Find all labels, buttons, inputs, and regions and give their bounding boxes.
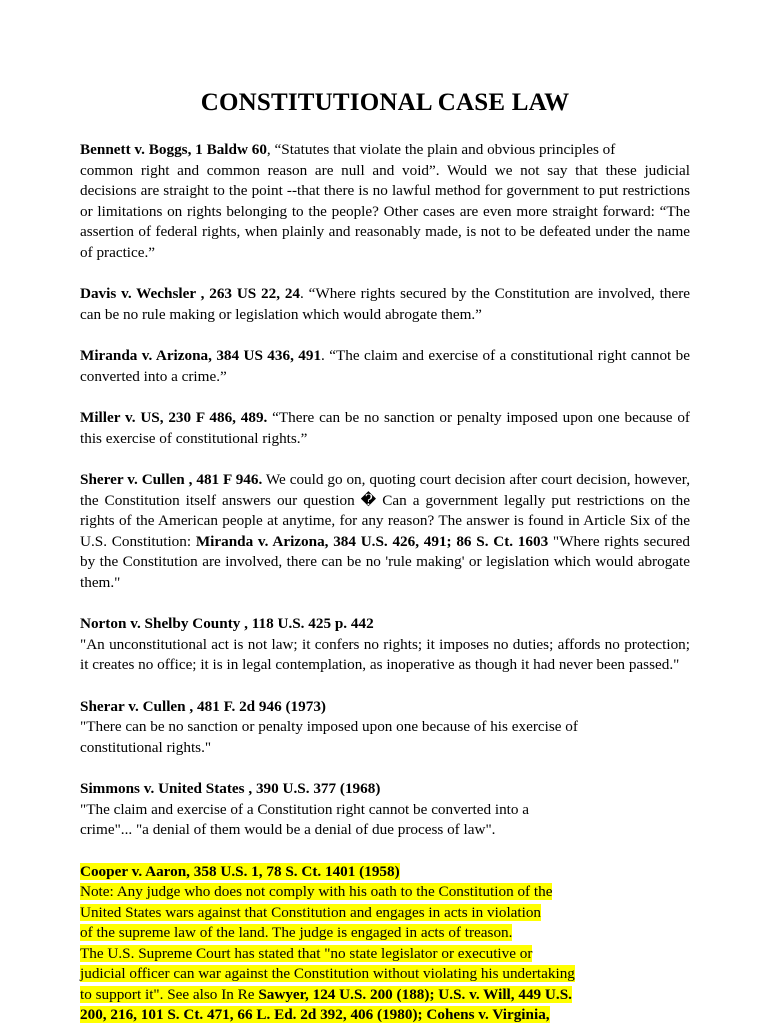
case-entry-simmons bbox=[80, 779, 690, 841]
highlighted-citation: Sawyer, 124 U.S. 200 (188); U.S. v. Will, 449 U.S. bbox=[258, 985, 572, 1003]
document-title: CONSTITUTIONAL CASE LAW bbox=[200, 89, 570, 116]
highlighted-text-line: United States wars against that Constitution and engages in acts in violation bbox=[80, 903, 542, 921]
case-text: . “The claim and exercise of a constitutional right cannot be converted into a crime.” bbox=[80, 347, 690, 385]
case-text-line: "The claim and exercise of a Constitution right cannot be converted into a bbox=[80, 800, 530, 818]
case-text: We could go on, quoting court decision after court decision, however, the Constitution itself answers our question � Can a government legally put restrictions on the rights of the American people at anytime, for any reason? The answer is found in Article Six of the U.S. Constitution: bbox=[80, 471, 690, 550]
case-citation-miranda: Miranda v. Arizona, 384 U.S. 426, 491; 86 S. Ct. 1603 bbox=[195, 532, 549, 550]
case-quote: "Where rights secured by the Constitution are involved, there can be no 'rule making' or legislation which would abrogate them." bbox=[80, 532, 691, 591]
case-citation: Miranda v. Arizona, 384 US 436, 491 bbox=[80, 347, 322, 364]
highlighted-text-line: of the supreme law of the land. The judge is engaged in acts of treason. bbox=[80, 924, 513, 941]
document-page bbox=[80, 0, 690, 1026]
case-citation: Cooper v. Aaron, 358 U.S. 1, 78 S. Ct. 1401 (1958) bbox=[80, 862, 400, 880]
case-entry-davis bbox=[80, 284, 690, 325]
highlighted-text-line: to support it". See also In Re bbox=[80, 985, 259, 1003]
case-citation: Davis v. Wechsler , 263 US 22, 24 bbox=[80, 285, 301, 302]
case-entry-norton bbox=[80, 614, 690, 676]
highlighted-citation: 200, 216, 101 S. Ct. 471, 66 L. Ed. 2d 392, 406 (1980); Cohens v. Virginia, bbox=[80, 1006, 550, 1023]
highlighted-text-line: The U.S. Supreme Court has stated that "no state legislator or executive or bbox=[80, 944, 533, 962]
case-citation: Sherer v. Cullen , 481 F 946. bbox=[80, 471, 263, 488]
case-text: . “Where rights secured by the Constitution are involved, there can be no rule making or legislation which would abrogate them.” bbox=[80, 285, 691, 323]
case-text-line: crime"... "a denial of them would be a denial of due process of law". bbox=[80, 821, 496, 838]
case-entry-miller bbox=[80, 408, 690, 449]
case-entry-miranda bbox=[80, 346, 690, 387]
case-citation: Norton v. Shelby County , 118 U.S. 425 p. 442 bbox=[80, 615, 374, 632]
case-text-line: "There can be no sanction or penalty imposed upon one because of his exercise of bbox=[80, 718, 578, 735]
case-entry-sherar bbox=[80, 697, 690, 759]
case-text-line: constitutional rights." bbox=[80, 738, 212, 756]
case-entry-sherer bbox=[80, 470, 690, 593]
case-text: , “Statutes that violate the plain and obvious principles of bbox=[266, 141, 616, 158]
case-citation: Bennett v. Boggs, 1 Baldw 60 bbox=[80, 141, 267, 158]
case-text: "An unconstitutional act is not law; it confers no rights; it imposes no duties; affords no protection; it creates no office; it is in legal contemplation, as inoperative as though it had never been passed." bbox=[80, 635, 690, 673]
case-citation: Miller v. US, 230 F 486, 489. bbox=[80, 409, 268, 426]
highlighted-text-line: judicial officer can war against the Constitution without violating his undertaking bbox=[80, 965, 575, 982]
case-citation: Simmons v. United States , 390 U.S. 377 (1968) bbox=[80, 780, 381, 797]
case-text: “There can be no sanction or penalty imposed upon one because of this exercise of constitutional rights.” bbox=[80, 409, 690, 447]
highlighted-text-line: Note: Any judge who does not comply with his oath to the Constitution of the bbox=[80, 883, 553, 900]
case-text: common right and common reason are null and void”. Would we not say that these judicial decisions are straight to the point --that there is no lawful method for government to put restrictions or limitations on rights belonging to the people? Other cases are even more straight forward: “The assertion of federal rights, when plainly and reasonably made, is not to be defeated under the name of practice.” bbox=[80, 161, 690, 261]
case-entry-bennett bbox=[80, 140, 690, 263]
case-citation: Sherar v. Cullen , 481 F. 2d 946 (1973) bbox=[80, 697, 326, 715]
case-entry-cooper bbox=[80, 862, 690, 1026]
